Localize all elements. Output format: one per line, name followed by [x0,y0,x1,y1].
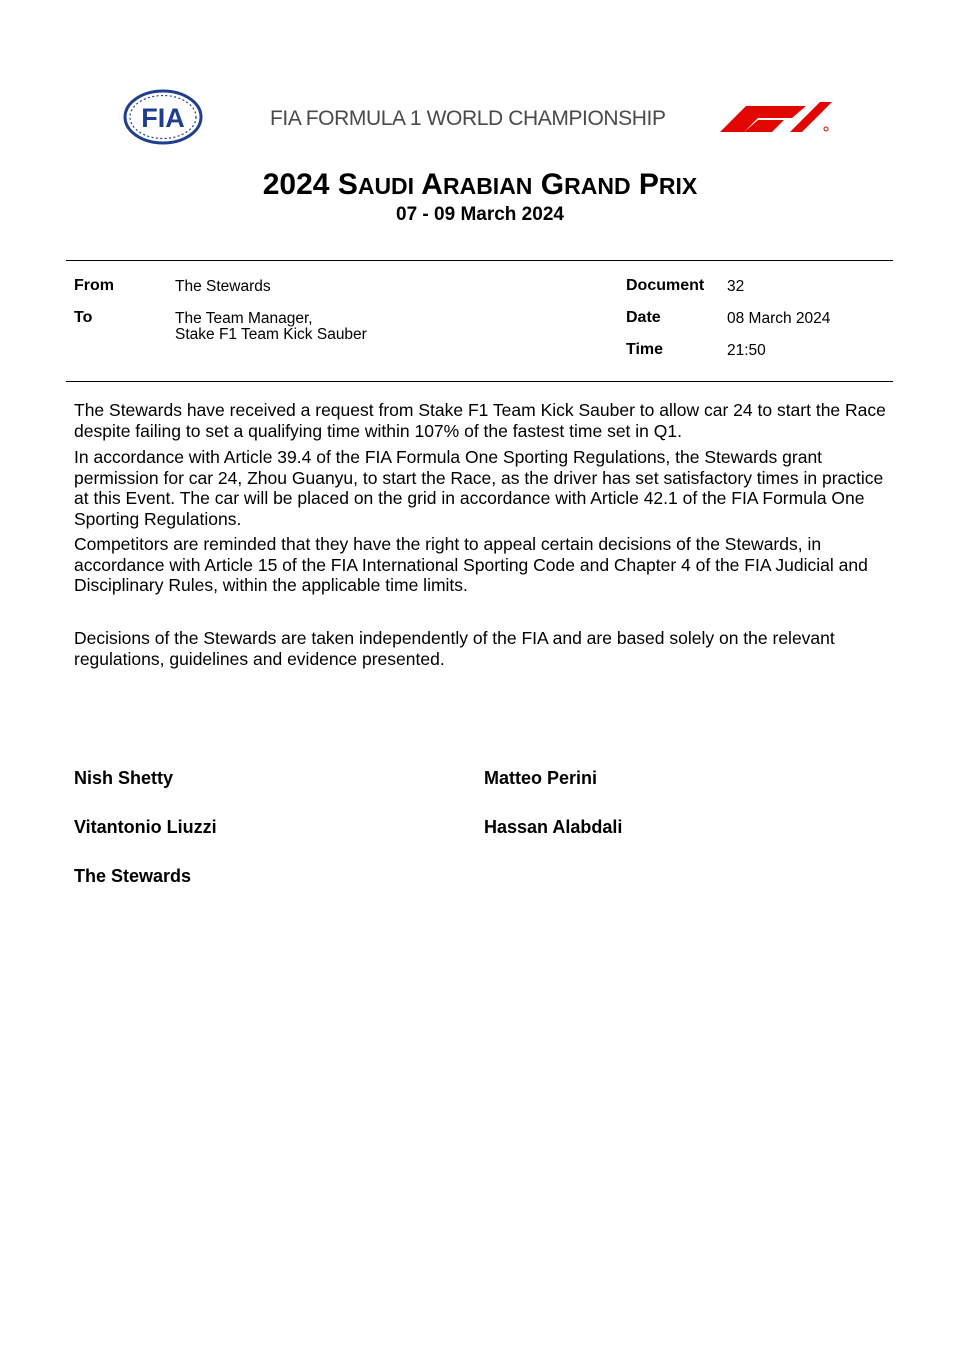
event-title-word: PRIX [638,168,698,201]
championship-title: FIA FORMULA 1 WORLD CHAMPIONSHIP [270,107,666,130]
steward-name: Nish Shetty [74,768,174,788]
event-dates: 07 - 09 March 2024 [396,204,564,225]
to-value-line2: Stake F1 Team Kick Sauber [175,326,367,343]
to-label: To [74,309,93,326]
from-label: From [74,277,114,294]
decision-paragraph-ruling: In accordance with Article 39.4 of the FIA Formula One Sporting Regulations, the Stewards grant permission for car 24, Zhou Guanyu, to start the Race, as the driver has set satisfactory times in practice at this Event. The car will be placed on the grid in accordance with Article 42.1 of the FIA Formula One Sporting Regulations. [74,447,884,529]
f1-logo-icon [720,100,836,134]
event-title-word: SAUDI [337,168,415,201]
stewards-signature-footer: The Stewards [74,866,192,886]
document-value: 32 [727,278,745,295]
document-label: Document [626,277,705,294]
divider-top [66,260,893,261]
document-header [0,0,960,160]
steward-name: Hassan Alabdali [484,817,623,837]
decision-paragraph-request: The Stewards have received a request from Stake F1 Team Kick Sauber to allow car 24 to start the Race despite failing to set a qualifying time within 107% of the fastest time set in Q1. [74,400,886,441]
decision-paragraph-appeal: Competitors are reminded that they have the right to appeal certain decisions of the Stewards, in accordance with Article 15 of the FIA International Sporting Code and Chapter 4 of the FIA Judicial and Disciplinary Rules, within the applicable time limits. [74,534,868,595]
date-value: 08 March 2024 [727,310,831,327]
fia-logo-text: FIA [141,103,185,133]
steward-name: Matteo Perini [484,768,598,788]
time-value: 21:50 [727,342,766,359]
event-title-year: 2024 [262,168,330,201]
time-label: Time [626,341,664,358]
event-title-word: GRAND [540,168,631,201]
to-value-line1: The Team Manager, [175,310,313,327]
event-title-block [0,168,960,226]
divider-bottom [66,381,893,382]
decision-paragraph-independence: Decisions of the Stewards are taken independently of the FIA and are based solely on the relevant regulations, guidelines and evidence presented. [74,628,835,669]
fia-logo-icon [123,89,203,145]
steward-name: Vitantonio Liuzzi [74,817,217,837]
date-label: Date [626,309,661,326]
from-value: The Stewards [175,278,271,295]
event-title [0,168,960,202]
event-title-word: ARABIAN [421,168,533,201]
